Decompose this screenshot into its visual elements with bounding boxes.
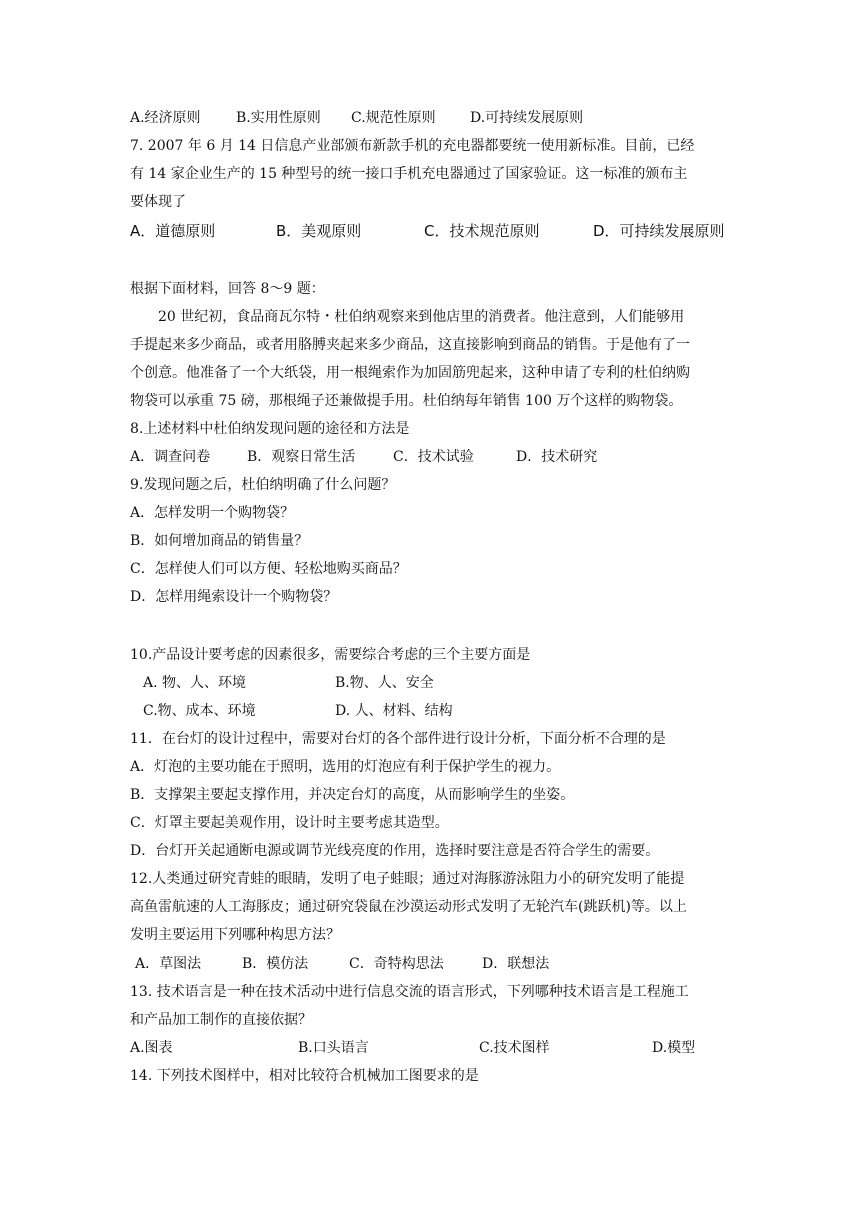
q12-stem-line-2: 高鱼雷航速的人工海豚皮；通过研究袋鼠在沙漠运动形式发明了无轮汽车(跳跃机)等。以上 xyxy=(130,899,687,915)
q7-option-a: A．道德原则 xyxy=(130,222,216,240)
q7-stem-line-2: 有 14 家企业生产的 15 种型号的统一接口手机充电器通过了国家验证。这一标准的颁布主 xyxy=(130,166,688,182)
q9-stem: 9.发现问题之后，杜伯纳明确了什么问题？ xyxy=(130,477,396,493)
q11-option-a: A．灯泡的主要功能在于照明，选用的灯泡应有利于保护学生的视力。 xyxy=(130,759,561,775)
q6-option-a: A.经济原则 xyxy=(130,110,201,126)
q10-option-d: D. 人、材料、结构 xyxy=(335,703,453,719)
q12-stem-line-1: 12.人类通过研究青蛙的眼睛，发明了电子蛙眼；通过对海豚游泳阻力小的研究发明了能提 xyxy=(130,871,685,887)
material-intro: 根据下面材料，回答 8～9 题： xyxy=(130,281,325,297)
q13-stem-line-1: 13. 技术语言是一种在技术活动中进行信息交流的语言形式，下列哪种技术语言是工程施工 xyxy=(130,984,689,1000)
q8-option-c: C．技术试验 xyxy=(393,449,474,465)
material-line-1: 20 世纪初，食品商瓦尔特・杜伯纳观察来到他店里的消费者。他注意到，人们能够用 xyxy=(158,309,685,325)
q12-option-a: A．草图法 xyxy=(135,956,202,972)
q11-option-c: C．灯罩主要起美观作用，设计时主要考虑其造型。 xyxy=(130,815,449,831)
q6-option-b: B.实用性原则 xyxy=(236,110,321,126)
q10-stem: 10.产品设计要考虑的因素很多，需要综合考虑的三个主要方面是 xyxy=(130,647,531,663)
q13-option-b: B.口头语言 xyxy=(298,1040,369,1056)
q12-option-d: D．联想法 xyxy=(482,956,550,972)
q13-stem-line-2: 和产品加工制作的直接依据？ xyxy=(130,1012,312,1028)
q7-option-c: C．技术规范原则 xyxy=(424,222,540,240)
q13-option-d: D.模型 xyxy=(652,1040,696,1056)
material-line-2: 手提起来多少商品，或者用胳膊夹起来多少商品，这直接影响到商品的销售。于是他有了一 xyxy=(130,337,690,353)
q9-option-d: D．怎样用绳索设计一个购物袋？ xyxy=(130,589,338,605)
q12-stem-line-3: 发明主要运用下列哪种构思方法？ xyxy=(130,927,340,943)
q8-stem: 8.上述材料中杜伯纳发现问题的途径和方法是 xyxy=(130,421,410,437)
q9-option-c: C．怎样使人们可以方便、轻松地购买商品？ xyxy=(130,561,407,577)
q11-option-d: D．台灯开关起通断电源或调节光线亮度的作用，选择时要注意是否符合学生的需要。 xyxy=(130,843,660,859)
q7-option-d: D．可持续发展原则 xyxy=(593,222,725,240)
q11-option-b: B．支撑架主要起支撑作用，并决定台灯的高度，从而影响学生的坐姿。 xyxy=(130,787,575,803)
q10-option-b: B.物、人、安全 xyxy=(335,675,434,691)
q7-stem-line-3: 要体现了 xyxy=(130,194,186,210)
q6-option-d: D.可持续发展原则 xyxy=(470,110,584,126)
material-line-3: 个创意。他准备了一个大纸袋，用一根绳索作为加固筋兜起来，这种申请了专利的杜伯纳购 xyxy=(130,365,690,381)
q13-option-a: A.图表 xyxy=(130,1040,173,1056)
q8-option-d: D．技术研究 xyxy=(516,449,598,465)
q8-option-a: A．调查问卷 xyxy=(130,449,211,465)
q6-option-c: C.规范性原则 xyxy=(351,110,436,126)
q8-option-b: B．观察日常生活 xyxy=(247,449,356,465)
q13-option-c: C.技术图样 xyxy=(479,1040,550,1056)
q11-stem: 11．在台灯的设计过程中，需要对台灯的各个部件进行设计分析，下面分析不合理的是 xyxy=(130,731,666,747)
q14-stem: 14. 下列技术图样中，相对比较符合机械加工图要求的是 xyxy=(130,1068,479,1084)
material-line-4: 物袋可以承重 75 磅，那根绳子还兼做提手用。杜伯纳每年销售 100 万个这样的购物袋。 xyxy=(130,393,683,409)
q12-option-b: B．模仿法 xyxy=(242,956,309,972)
q7-option-b: B．美观原则 xyxy=(276,222,362,240)
q7-stem-line-1: 7. 2007 年 6 月 14 日信息产业部颁布新款手机的充电器都要统一使用新标准。目前，已经 xyxy=(130,138,695,154)
q10-option-a: A. 物、人、环境 xyxy=(143,675,247,691)
q10-option-c: C.物、成本、环境 xyxy=(143,703,256,719)
q9-option-a: A．怎样发明一个购物袋？ xyxy=(130,505,295,521)
q9-option-b: B．如何增加商品的销售量？ xyxy=(130,533,309,549)
q12-option-c: C．奇特构思法 xyxy=(349,956,444,972)
